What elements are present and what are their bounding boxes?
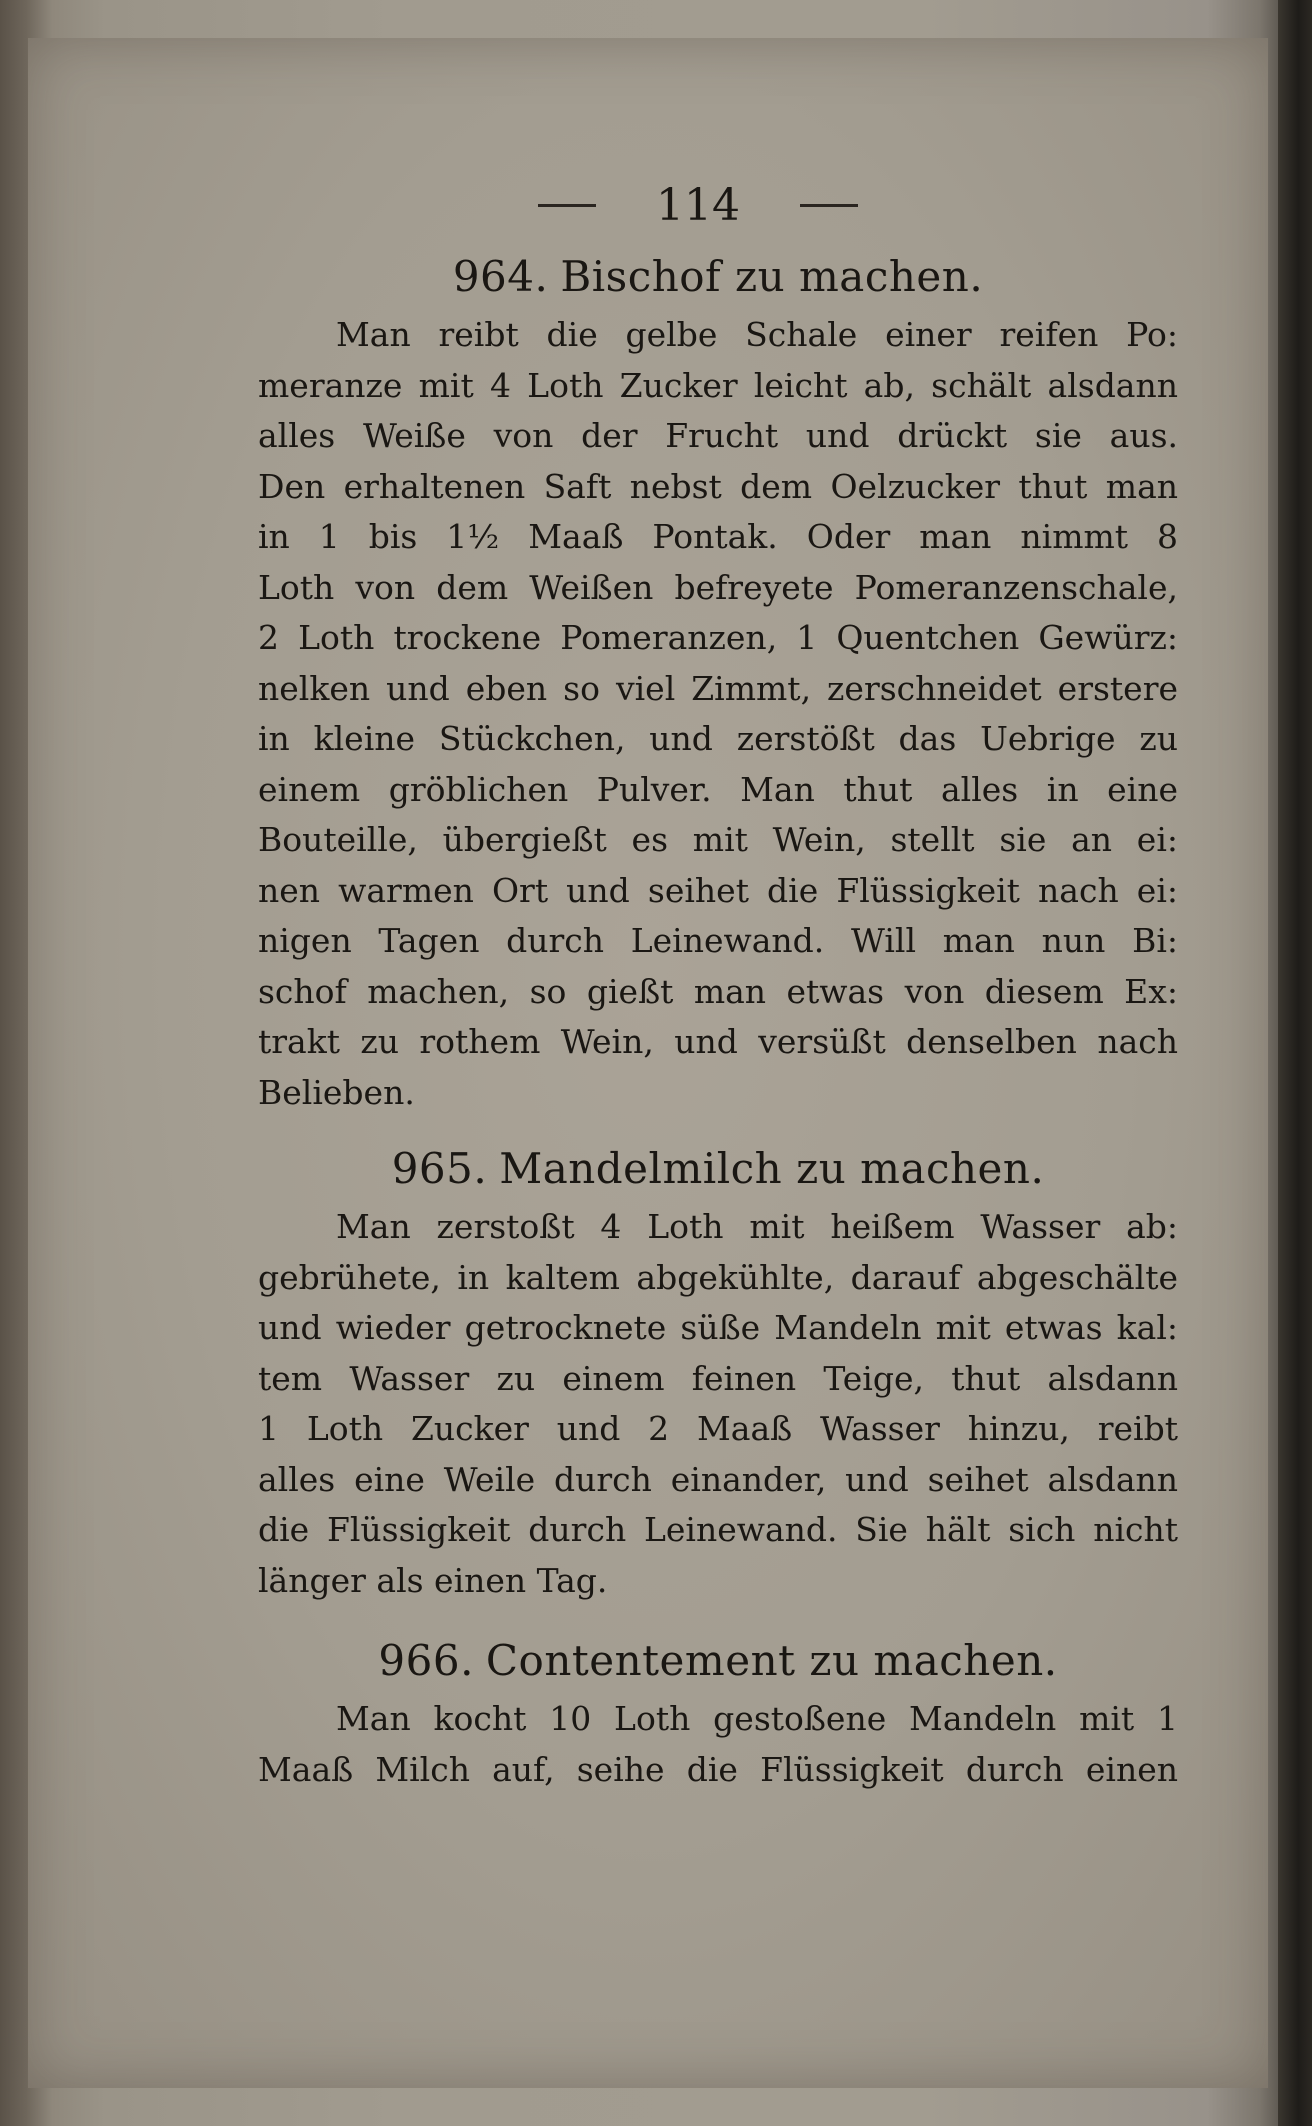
text-line: gebrühete, in kaltem abgekühlte, darauf abgeschälte [258,1257,1178,1297]
page-number: 114 [656,179,740,231]
recipe-title: Mandelmilch zu machen. [499,1144,1045,1193]
recipe-number: 966. [378,1636,474,1685]
text-line: einem gröblichen Pulver. Man thut alles in eine [258,769,1178,809]
text-line: alles Weiße von der Frucht und drückt sie aus. [258,416,1178,455]
text-line: Bouteille, übergießt es mit Wein, stellt sie an ei: [258,820,1178,859]
text-line: schof machen, so gießt man etwas von diesem Ex: [258,971,1178,1011]
text-line: tem Wasser zu einem feinen Teige, thut alsdann [258,1358,1178,1398]
text-line: und wieder getrocknete süße Mandeln mit etwas kal: [258,1308,1178,1347]
recipe-number: 964. [452,252,549,301]
recipe-heading [258,1136,1178,1202]
text-line: alles eine Weile durch einander, und seihet alsdann [258,1459,1178,1499]
text-line: Man zerstoßt 4 Loth mit heißem Wasser ab: [336,1207,1178,1246]
header-dash-right [800,204,858,207]
text-line: Man reibt die gelbe Schale einer reifen Po: [336,315,1178,354]
recipe-number: 965. [391,1144,488,1193]
text-line: in 1 bis 1½ Maaß Pontak. Oder man nimmt 8 [258,517,1178,556]
text-line: Den erhaltenen Saft nebst dem Oelzucker thut man [258,466,1178,506]
book-binding-edge [1278,0,1312,2126]
recipe-heading [258,1628,1178,1694]
text-line: in kleine Stückchen, und zerstößt das Uebrige zu [258,719,1178,758]
text-line: 1 Loth Zucker und 2 Maaß Wasser hinzu, reibt [258,1409,1178,1448]
header-dash-left [538,204,596,207]
text-line: die Flüssigkeit durch Leinewand. Sie hält sich nicht [258,1510,1178,1549]
recipe-title: Bischof zu machen. [560,252,984,301]
text-line: nigen Tagen durch Leinewand. Will man nun Bi: [258,921,1178,960]
recipe-965 [258,1136,1178,1606]
text-line: Man kocht 10 Loth gestoßene Mandeln mit 1 [336,1699,1178,1738]
page-text-block [258,170,1178,1795]
page-header [218,170,1178,240]
text-line: länger als einen Tag. [258,1560,608,1600]
recipe-964 [258,244,1178,1118]
text-line: trakt zu rothem Wein, und versüßt denselben nach [258,1022,1178,1061]
recipe-966 [258,1628,1178,1795]
text-line: 2 Loth trockene Pomeranzen, 1 Quentchen Gewürz: [258,618,1178,657]
text-line: Maaß Milch auf, seihe die Flüssigkeit durch einen [258,1749,1178,1789]
recipe-heading [258,244,1178,310]
text-line: nen warmen Ort und seihet die Flüssigkeit nach ei: [258,870,1178,910]
text-line: Belieben. [258,1072,415,1112]
recipe-title: Contentement zu machen. [485,1636,1058,1685]
text-line: nelken und eben so viel Zimmt, zerschneidet erstere [258,668,1178,708]
text-line: meranze mit 4 Loth Zucker leicht ab, schält alsdann [258,365,1178,405]
text-line: Loth von dem Weißen befreyete Pomeranzenschale, [258,567,1178,607]
